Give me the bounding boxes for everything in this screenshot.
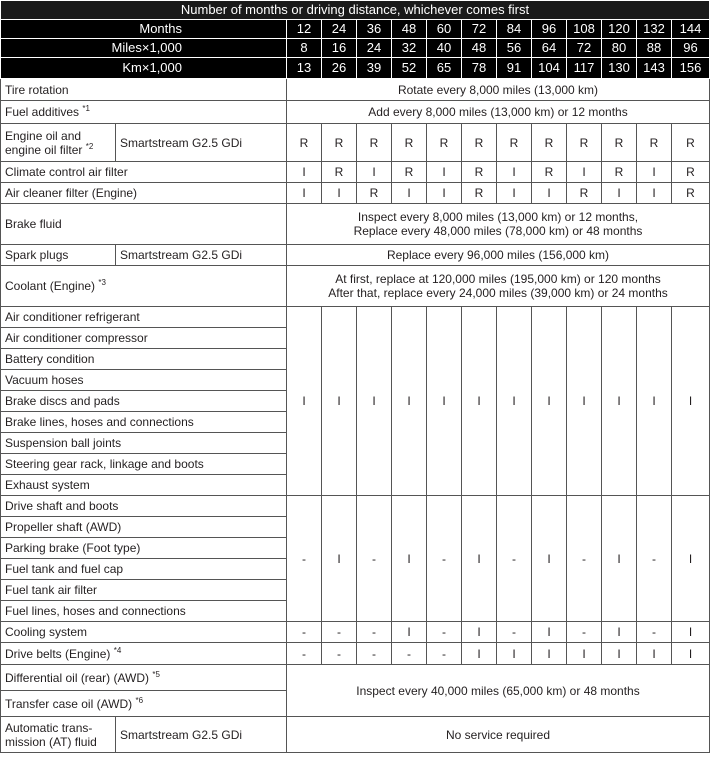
interval-cell: R bbox=[462, 183, 497, 204]
row-brake-fluid bbox=[1, 204, 710, 245]
interval-cell: - bbox=[357, 643, 392, 665]
interval-cell: R bbox=[462, 162, 497, 183]
interval-cell: I bbox=[637, 307, 672, 496]
item-tire-rotation: Tire rotation bbox=[1, 79, 287, 101]
interval-cell: - bbox=[357, 622, 392, 643]
item-air-cleaner: Air cleaner filter (Engine) bbox=[1, 183, 287, 204]
interval-cell: I bbox=[322, 307, 357, 496]
table-row bbox=[1, 496, 710, 517]
item-label-line2: mission (AT) fluid bbox=[5, 734, 97, 749]
note-line1: Inspect every 8,000 miles (13,000 km) or 12 months, bbox=[357, 210, 639, 224]
interval-cell: - bbox=[497, 622, 532, 643]
interval-cell: I bbox=[322, 183, 357, 204]
item-differential-oil bbox=[1, 665, 287, 691]
miles-cell: 24 bbox=[357, 39, 392, 58]
interval-cell: I bbox=[672, 307, 710, 496]
list-item: Brake lines, hoses and connections bbox=[1, 412, 287, 433]
row-spark-plugs bbox=[1, 245, 710, 266]
km-cell: 156 bbox=[672, 58, 710, 79]
engine-spec: Smartstream G2.5 GDi bbox=[116, 124, 287, 162]
item-cooling-system: Cooling system bbox=[1, 622, 287, 643]
interval-cell: I bbox=[637, 643, 672, 665]
item-engine-oil bbox=[1, 124, 116, 162]
interval-cell: I bbox=[532, 643, 567, 665]
interval-cell: I bbox=[672, 622, 710, 643]
interval-cell: - bbox=[322, 622, 357, 643]
miles-cell: 8 bbox=[287, 39, 322, 58]
interval-cell: - bbox=[637, 496, 672, 622]
month-cell: 72 bbox=[462, 20, 497, 39]
interval-cell: I bbox=[672, 643, 710, 665]
item-coolant bbox=[1, 266, 287, 307]
header-title-row bbox=[1, 1, 710, 20]
list-item: Brake discs and pads bbox=[1, 391, 287, 412]
interval-cell: R bbox=[672, 162, 710, 183]
interval-cell: I bbox=[392, 496, 427, 622]
engine-spec: Smartstream G2.5 GDi bbox=[116, 717, 287, 753]
note-coolant bbox=[287, 266, 710, 307]
interval-cell: R bbox=[497, 124, 532, 162]
item-label: Transfer case oil (AWD) bbox=[5, 696, 133, 711]
interval-cell: I bbox=[322, 496, 357, 622]
interval-cell: I bbox=[287, 307, 322, 496]
item-label: Coolant (Engine) bbox=[5, 279, 96, 293]
interval-cell: I bbox=[357, 162, 392, 183]
interval-cell: - bbox=[427, 622, 462, 643]
interval-cell: - bbox=[287, 643, 322, 665]
row-air-cleaner bbox=[1, 183, 710, 204]
note-spark-plugs: Replace every 96,000 miles (156,000 km) bbox=[287, 245, 710, 266]
footnote-marker: *2 bbox=[85, 141, 94, 151]
note-line1: At first, replace at 120,000 miles (195,000 km) or 120 months bbox=[335, 272, 661, 286]
row-drive-belts bbox=[1, 643, 710, 665]
interval-cell: I bbox=[497, 162, 532, 183]
miles-cell: 64 bbox=[532, 39, 567, 58]
interval-cell: - bbox=[287, 622, 322, 643]
interval-cell: I bbox=[602, 307, 637, 496]
row-cooling-system bbox=[1, 622, 710, 643]
km-cell: 78 bbox=[462, 58, 497, 79]
item-drive-belts bbox=[1, 643, 287, 665]
interval-cell: R bbox=[532, 124, 567, 162]
km-cell: 117 bbox=[567, 58, 602, 79]
engine-spec: Smartstream G2.5 GDi bbox=[116, 245, 287, 266]
item-label: Differential oil (rear) (AWD) bbox=[5, 670, 150, 685]
note-line2: Replace every 48,000 miles (78,000 km) or 48 months bbox=[353, 224, 643, 238]
interval-cell: I bbox=[427, 307, 462, 496]
interval-cell: R bbox=[567, 124, 602, 162]
interval-cell: I bbox=[602, 622, 637, 643]
miles-cell: 96 bbox=[672, 39, 710, 58]
interval-cell: R bbox=[672, 183, 710, 204]
month-cell: 120 bbox=[602, 20, 637, 39]
list-item: Drive shaft and boots bbox=[1, 496, 287, 517]
miles-cell: 88 bbox=[637, 39, 672, 58]
month-cell: 144 bbox=[672, 20, 710, 39]
row-fuel-additives bbox=[1, 101, 710, 124]
interval-cell: - bbox=[567, 622, 602, 643]
interval-cell: I bbox=[602, 496, 637, 622]
note-line2: After that, replace every 24,000 miles (39,000 km) or 24 months bbox=[328, 286, 668, 300]
km-cell: 104 bbox=[532, 58, 567, 79]
km-cell: 143 bbox=[637, 58, 672, 79]
list-item: Air conditioner refrigerant bbox=[1, 307, 287, 328]
miles-cell: 32 bbox=[392, 39, 427, 58]
interval-cell: - bbox=[392, 643, 427, 665]
interval-cell: I bbox=[672, 496, 710, 622]
interval-cell: R bbox=[322, 124, 357, 162]
interval-cell: I bbox=[567, 162, 602, 183]
interval-cell: I bbox=[392, 307, 427, 496]
row-engine-oil bbox=[1, 124, 710, 162]
interval-cell: I bbox=[497, 307, 532, 496]
interval-cell: - bbox=[567, 496, 602, 622]
header-km-row bbox=[1, 58, 710, 79]
item-transfer-case-oil bbox=[1, 691, 287, 717]
item-label-line2: engine oil filter bbox=[5, 142, 83, 157]
interval-cell: R bbox=[672, 124, 710, 162]
item-label: Drive belts (Engine) bbox=[5, 646, 111, 661]
interval-cell: R bbox=[462, 124, 497, 162]
list-item: Fuel tank air filter bbox=[1, 580, 287, 601]
list-item: Propeller shaft (AWD) bbox=[1, 517, 287, 538]
km-cell: 26 bbox=[322, 58, 357, 79]
item-label: Fuel additives bbox=[5, 105, 80, 119]
interval-cell: I bbox=[357, 307, 392, 496]
month-cell: 84 bbox=[497, 20, 532, 39]
km-label: Km×1,000 bbox=[1, 58, 287, 79]
table-row bbox=[1, 307, 710, 328]
month-cell: 60 bbox=[427, 20, 462, 39]
interval-cell: R bbox=[532, 162, 567, 183]
interval-cell: I bbox=[427, 162, 462, 183]
row-climate-filter bbox=[1, 162, 710, 183]
month-cell: 96 bbox=[532, 20, 567, 39]
month-cell: 12 bbox=[287, 20, 322, 39]
item-label-line1: Automatic trans- bbox=[5, 720, 93, 735]
interval-cell: I bbox=[392, 183, 427, 204]
month-cell: 24 bbox=[322, 20, 357, 39]
interval-cell: - bbox=[427, 643, 462, 665]
interval-cell: I bbox=[287, 183, 322, 204]
interval-cell: R bbox=[567, 183, 602, 204]
km-cell: 52 bbox=[392, 58, 427, 79]
item-label-line1: Engine oil and bbox=[5, 128, 82, 143]
miles-cell: 56 bbox=[497, 39, 532, 58]
list-item: Parking brake (Foot type) bbox=[1, 538, 287, 559]
item-atf bbox=[1, 717, 116, 753]
interval-cell: I bbox=[427, 183, 462, 204]
item-spark-plugs: Spark plugs bbox=[1, 245, 116, 266]
list-item: Steering gear rack, linkage and boots bbox=[1, 454, 287, 475]
list-item: Fuel lines, hoses and connections bbox=[1, 601, 287, 622]
km-cell: 65 bbox=[427, 58, 462, 79]
interval-cell: I bbox=[532, 496, 567, 622]
interval-cell: R bbox=[602, 162, 637, 183]
interval-cell: - bbox=[322, 643, 357, 665]
interval-cell: - bbox=[287, 496, 322, 622]
interval-cell: - bbox=[357, 496, 392, 622]
miles-cell: 48 bbox=[462, 39, 497, 58]
month-cell: 108 bbox=[567, 20, 602, 39]
km-cell: 13 bbox=[287, 58, 322, 79]
month-cell: 36 bbox=[357, 20, 392, 39]
interval-cell: R bbox=[357, 124, 392, 162]
interval-cell: I bbox=[462, 622, 497, 643]
item-climate-filter: Climate control air filter bbox=[1, 162, 287, 183]
header-months-row bbox=[1, 20, 710, 39]
list-item: Battery condition bbox=[1, 349, 287, 370]
interval-cell: - bbox=[497, 496, 532, 622]
row-atf bbox=[1, 717, 710, 753]
interval-cell: R bbox=[637, 124, 672, 162]
interval-cell: I bbox=[637, 183, 672, 204]
row-differential-oil bbox=[1, 665, 710, 691]
miles-label: Miles×1,000 bbox=[1, 39, 287, 58]
list-item: Suspension ball joints bbox=[1, 433, 287, 454]
row-coolant bbox=[1, 266, 710, 307]
interval-cell: I bbox=[532, 622, 567, 643]
interval-cell: I bbox=[637, 162, 672, 183]
interval-cell: I bbox=[532, 183, 567, 204]
interval-cell: I bbox=[602, 643, 637, 665]
interval-cell: I bbox=[602, 183, 637, 204]
interval-cell: I bbox=[497, 643, 532, 665]
interval-cell: - bbox=[637, 622, 672, 643]
interval-cell: R bbox=[427, 124, 462, 162]
interval-cell: R bbox=[602, 124, 637, 162]
interval-cell: I bbox=[567, 307, 602, 496]
interval-cell: R bbox=[392, 162, 427, 183]
footnote-marker: *6 bbox=[135, 695, 144, 705]
interval-cell: I bbox=[392, 622, 427, 643]
interval-cell: R bbox=[287, 124, 322, 162]
interval-cell: R bbox=[322, 162, 357, 183]
interval-cell: I bbox=[497, 183, 532, 204]
footnote-marker: *1 bbox=[82, 104, 90, 113]
interval-cell: - bbox=[427, 496, 462, 622]
footnote-marker: *3 bbox=[98, 278, 106, 287]
list-item: Vacuum hoses bbox=[1, 370, 287, 391]
list-item: Exhaust system bbox=[1, 475, 287, 496]
header-miles-row bbox=[1, 39, 710, 58]
km-cell: 91 bbox=[497, 58, 532, 79]
interval-cell: I bbox=[287, 162, 322, 183]
interval-cell: I bbox=[462, 496, 497, 622]
month-cell: 132 bbox=[637, 20, 672, 39]
list-item: Air conditioner compressor bbox=[1, 328, 287, 349]
footnote-marker: *5 bbox=[152, 669, 160, 679]
list-item: Fuel tank and fuel cap bbox=[1, 559, 287, 580]
miles-cell: 72 bbox=[567, 39, 602, 58]
months-label: Months bbox=[1, 20, 287, 39]
interval-cell: R bbox=[357, 183, 392, 204]
km-cell: 39 bbox=[357, 58, 392, 79]
interval-cell: I bbox=[462, 307, 497, 496]
interval-cell: I bbox=[567, 643, 602, 665]
interval-cell: I bbox=[532, 307, 567, 496]
miles-cell: 16 bbox=[322, 39, 357, 58]
item-brake-fluid: Brake fluid bbox=[1, 204, 287, 245]
note-brake-fluid bbox=[287, 204, 710, 245]
note-tire-rotation: Rotate every 8,000 miles (13,000 km) bbox=[287, 79, 710, 101]
miles-cell: 40 bbox=[427, 39, 462, 58]
footnote-marker: *4 bbox=[113, 645, 122, 655]
note-atf: No service required bbox=[287, 717, 710, 753]
interval-cell: R bbox=[392, 124, 427, 162]
note-fuel-additives: Add every 8,000 miles (13,000 km) or 12 months bbox=[287, 101, 710, 124]
row-tire-rotation bbox=[1, 79, 710, 101]
miles-cell: 80 bbox=[602, 39, 637, 58]
note-awd-oils: Inspect every 40,000 miles (65,000 km) or 48 months bbox=[287, 665, 710, 717]
item-fuel-additives bbox=[1, 101, 287, 124]
month-cell: 48 bbox=[392, 20, 427, 39]
km-cell: 130 bbox=[602, 58, 637, 79]
table-title: Number of months or driving distance, whichever comes first bbox=[1, 1, 710, 20]
interval-cell: I bbox=[462, 643, 497, 665]
